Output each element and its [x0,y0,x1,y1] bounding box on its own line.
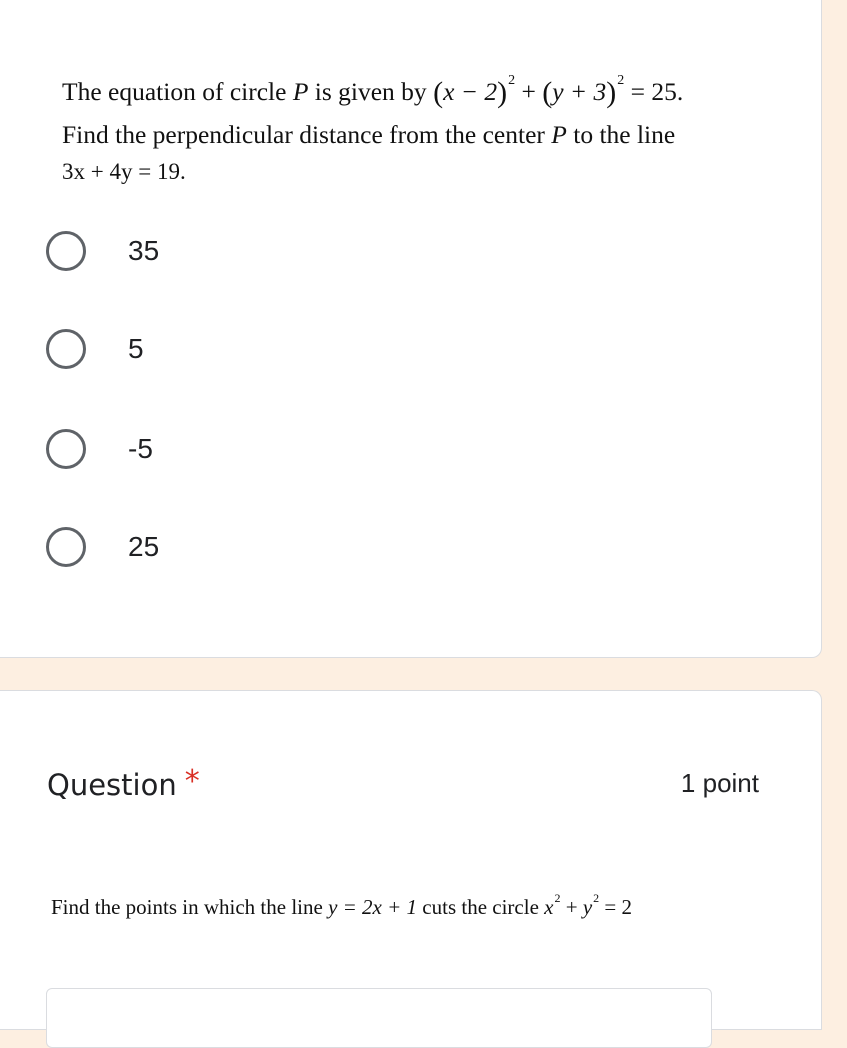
answer-input[interactable] [46,988,712,1048]
option-4[interactable] [46,524,159,570]
option-3[interactable] [46,426,153,472]
option-label: 5 [128,333,144,364]
option-2[interactable] [46,326,144,372]
radio-button-icon[interactable] [46,329,86,369]
required-asterisk: * [184,764,200,799]
question-2-text: Find the points in which the line y = 2x + 1 cuts the circle $x^2 + y^2 = 2$ [51,891,632,919]
question-1-text-line-2: Find the perpendicular distance from the center P to the line [62,120,676,149]
radio-button-icon[interactable] [46,527,86,567]
radio-button-icon[interactable] [46,429,86,469]
var-p: P [292,77,309,106]
question-1-line-equation: 3x + 4y = 19. [62,159,186,184]
question-points: 1 point [680,768,759,798]
radio-button-icon[interactable] [46,231,86,271]
option-label: 35 [128,235,160,266]
option-label: -5 [128,433,153,464]
option-label: 25 [128,531,160,562]
option-1[interactable] [46,228,159,274]
question-1-text-line-1: The equation of circle P is given by $(x - 2)^2 + (y + 3)^2 = 25$. [62,73,684,109]
question-title: Question * [47,764,200,802]
question-card-2 [0,690,822,1030]
